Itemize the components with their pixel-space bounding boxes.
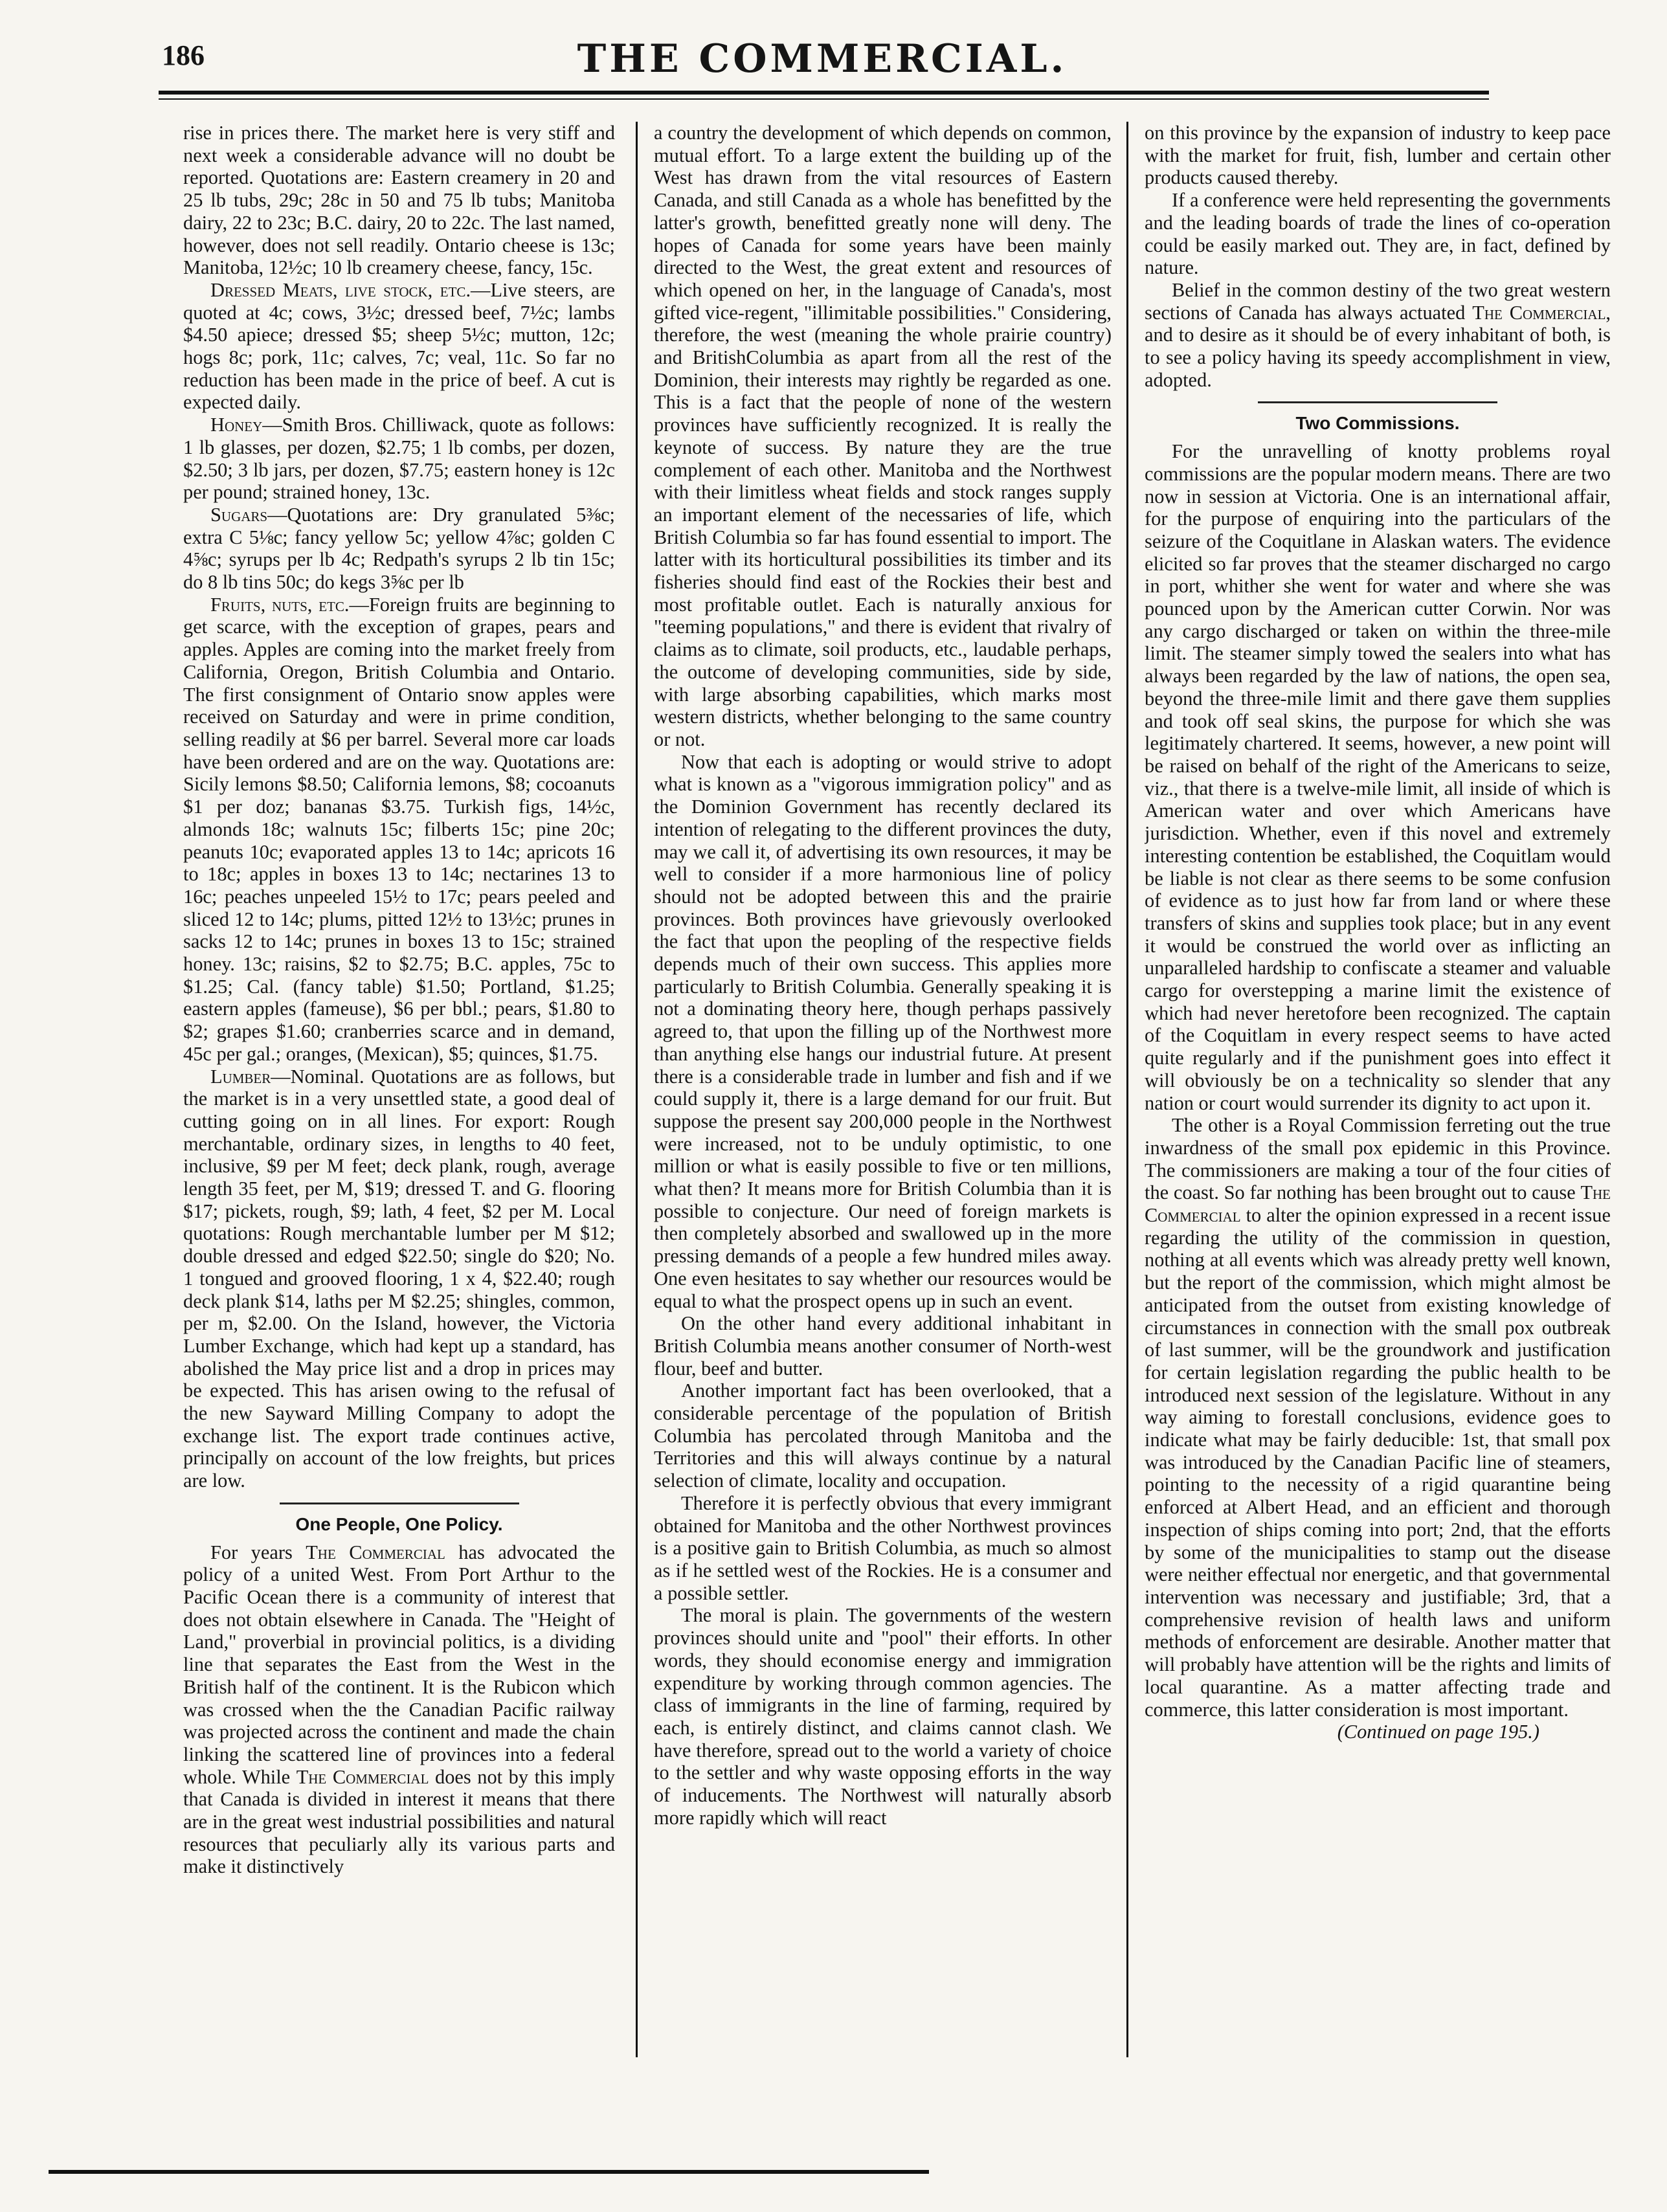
- text-run: The other is a Royal Commission ferreting out the true inwardness of the small pox epidemic in this Province. The commissioners are making a tour of the four cities of the coast. So far nothing has been brought out to cause: [1145, 1114, 1611, 1204]
- lead-fruits: Fruits, nuts, etc.: [210, 593, 350, 616]
- lead-honey: Honey: [210, 414, 263, 436]
- paragraph-butter-cheese: rise in prices there. The market here is very stiff and next week a considerable advance will no doubt be reported. Quotations are: Eastern creamery in 20 and 25 lb tubs, 29c; 28c in 50 and 75 lb tubs; Manitoba dairy, 22 to 23c; B.C. dairy, 20 to 22c. The last named, however, does not sell readily. Ontario cheese is 13c; Manitoba, 12½c; 10 lb creamery cheese, fancy, 15c.: [183, 122, 615, 279]
- paragraph-belief: [1145, 279, 1611, 392]
- column-2: [654, 122, 1112, 2054]
- header-rule: [159, 91, 1489, 95]
- heading-one-people-one-policy: One People, One Policy.: [295, 1514, 503, 1534]
- masthead-ref: The Commercial: [1145, 1181, 1611, 1227]
- text-run: to alter the opinion expressed in a recent issue regarding the utility of the commission in question, nothing at all events which was already pretty well known, but the report of the commission, which might almost be anticipated from the outset from existing knowledge of circumstances in connection with the small pox outbreak of last summer, will be the groundwork and justification for certain legislation regarding the public health to be introduced next session of the legislature. Without in any way aiming to forestall conclusions, evidence goes to indicate what may be fairly deducible: 1st, that small pox was introduced by the Canadian Pacific line of steamers, pointing to the necessity of a rigid quarantine being enforced at Albert Head, and an efficient and thorough inspection of ships coming into port; 2nd, that the efforts by some of the municipalities to stamp out the disease were neither effectual nor energetic, and that governmental intervention was necessary and justifiable; 3rd, that a comprehensive revision of health laws and uniform methods of enforcement are desirable. Another matter that will probably have attention will be the rights and limits of local quarantine. As a matter affecting trade and commerce, this latter consideration is most important.: [1145, 1204, 1611, 1721]
- paragraph-continuation: a country the development of which depends on common, mutual effort. To a large extent the building up of the West has drawn from the vital resources of Eastern Canada, and still Canada as a whole has benefitted by the latter's growth, benefitted greatly none will deny. The hopes of Canada for some years have been mainly directed to the West, the great extent and resources of which opened on her, in the language of Canada's, most gifted vice-regent, "illimitable possibilities." Considering, therefore, the west (meaning the whole prairie country) and BritishColumbia as apart from all the rest of the Dominion, their interests may rightly be regarded as one. This is a fact that the people of none of the western provinces have sufficiently recognized. It is really the keynote of success. By nature they are the true complement of each other. Manitoba and the Northwest with their limitless wheat fields and stock ranges supply an important element of the necessaries of life, which British Columbia so far has found essential to import. The latter with its horticultural possibilities its timber and its fisheries should find east of the Rockies their best and most profitable outlet. Each is naturally anxious for "teeming populations," and there is evident that rivalry of claims as to climate, soil products, etc., laudable perhaps, the outcome of developing communities, side by side, with large absorbing capabilities, which marks most western districts, whether belonging to the same country or not.: [654, 122, 1112, 750]
- footer-rule: [49, 2170, 929, 2174]
- journal-title: THE COMMERCIAL.: [577, 36, 1068, 82]
- column-3: [1145, 122, 1611, 2054]
- lead-lumber: Lumber: [210, 1065, 271, 1088]
- text-run: Belief in the common destiny of the two great western sections of Canada has always actuated: [1145, 278, 1611, 324]
- masthead-ref: The Commercial: [306, 1541, 445, 1563]
- paragraph-smallpox-commission: [1145, 1114, 1611, 1721]
- paragraph-lumber: [183, 1066, 615, 1492]
- paragraph-fruits: [183, 594, 615, 1066]
- column-divider-2: [1126, 122, 1128, 2057]
- text-run: does not by this imply that Canada is divided in interest it means that there are in the great west industrial possibilities and natural resources that peculiarly ally its various parts and make it distinctively: [183, 1765, 615, 1878]
- paragraph-coquitlam-commission: For the unravelling of knotty problems royal commissions are the popular modern means. There are two now in session at Victoria. One is an international affair, for the purpose of enquiring into the particulars of the seizure of the Coquitlane in Alaskan waters. The evidence elicited so far proves that the steamer discharged no cargo in port, whither she went for water and where she was pounced upon by the American cutter Corwin. Nor was any cargo discharged or taken on within the three-mile limit. The steamer simply towed the sealers into what has always been regarded by the law of nations, the open sea, beyond the three-mile limit and there gave them supplies and took off seal skins, the purpose for which she was legitimately chartered. It seems, however, a new point will be raised on behalf of the right of the Americans to seize, viz., that there is a twelve-mile limit, all inside of which is American water and over which Americans have jurisdiction. Whether, even if this novel and extremely interesting contention be established, the Coquitlam would be liable is not clear as there seems to be some confusion of evidence as to just how far from land or where these transfers of skins and supplies took place; but in any event it would be construed the world over as inflicting an unparalleled hardship to confiscate a steamer and valuable cargo for overstepping a marine limit the existence of which had never heretofore been recognized. The captain of the Coquitlam in every respect seems to have acted quite regularly and if the punishment goes into effect it will obviously be on a technicality so slender that any nation or court would surrender its dignity to act upon it.: [1145, 440, 1611, 1114]
- paragraph-continuation: on this province by the expansion of industry to keep pace with the market for fruit, fish, lumber and certain other products caused thereby.: [1145, 122, 1611, 189]
- paragraph-one-people: [183, 1541, 615, 1879]
- paragraph-immigration-policy: Now that each is adopting or would strive to adopt what is known as a "vigorous immigration policy" and as the Dominion Government has recently declared its intention of relegating to the different provinces the duty, may we call it, of advertising its own resources, it may be well to consider if a more harmonious line of policy should not be adopted between this and the prairie provinces. Both provinces have grievously overlooked the fact that upon the peopling of the respective fields depends much of their own success. This applies more particularly to British Columbia. Generally speaking it is not a dominating theory here, though perhaps passively agreed to, that upon the filling up of the Northwest more than anything else hangs our industrial future. At present there is a considerable trade in lumber and fish and if we could supply it, there is a large demand for our fruit. But suppose the present say 200,000 people in the Northwest were increased, not to be unduly optimistic, to one million or what is easily possible to five or ten millions, what then? It means more for British Columbia than it is possible to conjecture. Our need of foreign markets is then completely absorbed and swallowed up in the more pressing demands of a people a few hundred miles away. One even hesitates to say whether our resources would be equal to what the prospect opens up in such an event.: [654, 750, 1112, 1312]
- paragraph-sugars: [183, 504, 615, 594]
- column-divider-1: [636, 122, 638, 2057]
- body-lumber: —Nominal. Quotations are as follows, but the market is in a very unsettled state, a good deal of cutting going on in all lines. For export: Rough merchantable, ordinary sizes, in lengths to 40 feet, inclusive, $9 per M feet; deck plank, rough, average length 35 feet, per M, $19; dressed T. and G. flooring $17; pickets, rough, $9; lath, 4 feet, $2 per M. Local quotations: Rough merchantable lumber per M $12; double dressed and edged $22.50; single do $20; No. 1 tongued and grooved flooring, 1 x 4, $22.40; rough deck plank $14, laths per M $2.25; shingles, common, per m, $2.00. On the Island, however, the Victoria Lumber Exchange, which had kept up a standard, has abolished the May price list and a drop in prices may be expected. This has arisen owing to the refusal of the new Sayward Milling Company to adopt the exchange list. The export trade continues active, principally on account of the low freights, but prices are low.: [183, 1065, 615, 1492]
- masthead-ref: The Commercial: [296, 1765, 429, 1788]
- lead-sugars: Sugars: [210, 503, 268, 526]
- text-run: For years: [210, 1541, 306, 1563]
- page-number: 186: [162, 39, 205, 71]
- column-1: [183, 122, 615, 2054]
- paragraph-moral: The moral is plain. The governments of the western provinces should unite and "pool" their efforts. In other words, they should economise energy and immigration expenditure by working through common agencies. The class of immigrants in the line of farming, required by each, is entirely distinct, and claims cannot clash. We have therefore, spread out to the world a variety of choice to the settler and why waste opposing efforts in the way of inducements. The Northwest will naturally absorb more rapidly which will react: [654, 1604, 1112, 1829]
- paragraph-therefore: Therefore it is perfectly obvious that every immigrant obtained for Manitoba and the other Northwest provinces is a positive gain to British Columbia, as much so almost as if he settled west of the Rockies. He is a consumer and a possible settler.: [654, 1491, 1112, 1604]
- paragraph-honey: [183, 414, 615, 504]
- body-honey: —Smith Bros. Chilliwack, quote as follows: 1 lb glasses, per dozen, $2.75; 1 lb combs, per dozen, $2.50; 3 lb jars, per dozen, $7.75; eastern honey is 12c per pound; strained honey, 13c.: [183, 414, 615, 504]
- body-sugars: —Quotations are: Dry granulated 5⅜c; extra C 5⅛c; fancy yellow 5c; yellow 4⅞c; golden C 4⅝c; syrups per lb 4c; Redpath's syrups 2 lb tin 15c; do 8 lb tins 50c; do kegs 3⅝c per lb: [183, 503, 615, 594]
- paragraph-conference: If a conference were held representing the governments and the leading boards of trade the lines of co-operation could be easily marked out. They are, in fact, defined by nature.: [1145, 189, 1611, 279]
- paragraph-dressed-meats: [183, 279, 615, 414]
- paragraph-important-fact: Another important fact has been overlooked, that a considerable percentage of the population of British Columbia has percolated through Manitoba and the Territories and this will always continue by a natural selection of climate, locality and occupation.: [654, 1380, 1112, 1492]
- section-divider: [280, 1503, 519, 1504]
- lead-dressed-meats: Dressed Meats, live stock, etc.: [210, 278, 471, 301]
- text-run: , and to desire as it should be of every inhabitant of both, is to see a policy having its speedy accomplishment in view, adopted.: [1145, 301, 1611, 391]
- continued-notice: (Continued on page 195.): [1337, 1721, 1539, 1743]
- heading-two-commissions: Two Commissions.: [1295, 413, 1460, 434]
- body-fruits: —Foreign fruits are beginning to get scarce, with the exception of grapes, pears and apples. Apples are coming into the market freely from California, Oregon, British Columbia and Ontario. The first consignment of Ontario snow apples were received on Saturday and were in prime condition, selling readily at $6 per barrel. Several more car loads have been ordered and are on the way. Quotations are: Sicily lemons $8.50; California lemons, $8; cocoanuts $1 per doz; bananas $3.75. Turkish figs, 14½c, almonds 18c; walnuts 15c; filberts 15c; pine 20c; peanuts 10c; evaporated apples 13 to 14c; apricots 16 to 18c; apples in boxes 13 to 14c; nectarines 13 to 16c; peaches unpeeled 15½ to 17c; pears peeled and sliced 12 to 14c; plums, pitted 12½ to 13½c; prunes in sacks 12 to 14c; prunes in boxes 13 to 15c; strained honey. 13c; raisins, $2 to $2.75; B.C. apples, 75c to $1.25; Cal. (fancy table) $1.50; Portland, $1.25; eastern apples (fameuse), $6 per bbl.; pears, $1.80 to $2; grapes $1.60; cranberries scarce and in demand, 45c per gal.; oranges, (Mexican), $5; quinces, $1.75.: [183, 593, 615, 1065]
- masthead: [155, 36, 1489, 91]
- masthead-ref: The Commercial: [1472, 301, 1606, 324]
- paragraph-other-hand: On the other hand every additional inhabitant in British Columbia means another consumer of North-west flour, beef and butter.: [654, 1312, 1112, 1380]
- section-divider: [1258, 401, 1497, 403]
- header-rule-thin: [159, 98, 1489, 100]
- body-dressed-meats: —Live steers, are quoted at 4c; cows, 3½c; dressed beef, 7½c; lambs $4.50 apiece; dressed $5; sheep 5½c; mutton, 12c; hogs 8c; pork, 11c; calves, 7c; veal, 11c. So far no reduction has been made in the price of beef. A cut is expected daily.: [183, 278, 615, 414]
- text-run: has advocated the policy of a united West. From Port Arthur to the Pacific Ocean there is a community of interest that does not obtain elsewhere in Canada. The "Height of Land," proverbial in provincial politics, is a dividing line that separates the East from the West in the British half of the continent. It is the Rubicon which was crossed when the the Canadian Pacific railway was projected across the continent and made the chain linking the scattered line of provinces into a federal whole. While: [183, 1541, 615, 1788]
